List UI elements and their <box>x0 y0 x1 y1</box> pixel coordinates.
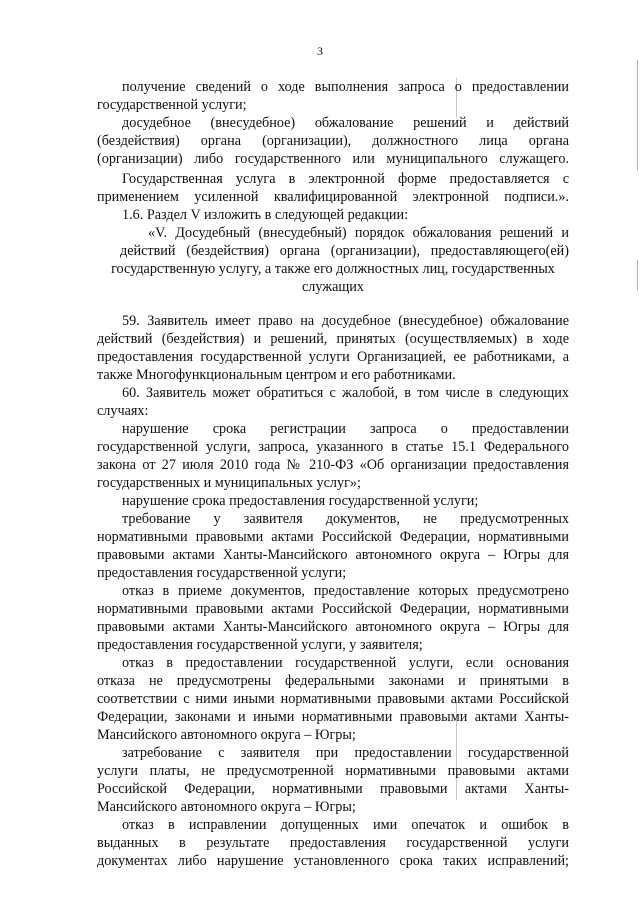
text-line: государственной услуги; <box>97 97 247 113</box>
text-line: документах либо нарушение установленного срока таких исправлений; <box>97 853 569 869</box>
text-line: Российской Федерации, нормативными правовыми актами Ханты- <box>97 781 569 797</box>
text-line: нарушение срока регистрации запроса о предоставлении <box>122 421 569 437</box>
text-line: нормативными правовыми актами Российской Федерации, нормативными <box>97 529 569 545</box>
section-heading-line: «V. Досудебный (внесудебный) порядок обжалования решений и <box>148 225 569 241</box>
text-line: (организации) либо государственного или муниципального служащего. <box>97 151 569 167</box>
text-line: 59. Заявитель имеет право на досудебное (внесудебное) обжалование <box>122 313 569 329</box>
text-line: нормативными правовыми актами Российской Федерации, нормативными <box>97 601 569 617</box>
text-line: также Многофункциональным центром и его работниками. <box>97 367 456 383</box>
page-edge-artifact <box>637 60 638 170</box>
text-line: закона от 27 июля 2010 года № 210-ФЗ «Об организации предоставления <box>97 457 569 473</box>
text-line: досудебное (внесудебное) обжалование решений и действий <box>122 115 569 131</box>
text-line: услуги платы, не предусмотренной нормативными правовыми актами <box>97 763 569 779</box>
text-line: предоставления государственной услуги, у заявителя; <box>97 637 423 653</box>
text-line: действий (бездействия) и решений, принятых (осуществляемых) в ходе <box>97 331 569 347</box>
text-line: отказ в предоставлении государственной услуги, если основания <box>122 655 569 671</box>
text-line: (бездействия) органа (организации), должностного лица органа <box>97 133 569 149</box>
page-number: 3 <box>317 44 323 58</box>
text-line: требование у заявителя документов, не предусмотренных <box>122 511 569 527</box>
text-line: отказ в исправлении допущенных ими опечаток и ошибок в <box>122 817 569 833</box>
text-line: предоставления государственной услуги Организацией, ее работниками, а <box>97 349 569 365</box>
text-line: государственных и муниципальных услуг»; <box>97 475 361 491</box>
section-heading-line: служащих <box>302 279 364 295</box>
text-line: 60. Заявитель может обратиться с жалобой, в том числе в следующих <box>122 385 569 401</box>
text-line: правовыми актами Ханты-Мансийского автономного округа – Югры для <box>97 619 569 635</box>
text-line: затребование с заявителя при предоставлении государственной <box>122 745 569 761</box>
text-line: 1.6. Раздел V изложить в следующей редакции: <box>122 207 409 223</box>
text-line: Государственная услуга в электронной форме предоставляется с <box>122 171 569 187</box>
text-line: соответствии с ними иными нормативными правовыми актами Российской <box>97 691 569 707</box>
section-heading-line: действий (бездействия) органа (организации), предоставляющего(ей) <box>120 243 569 259</box>
text-line: отказ в приеме документов, предоставление которых предусмотрено <box>122 583 569 599</box>
text-line: выданных в результате предоставления государственной услуги <box>97 835 569 851</box>
text-line: применением усиленной квалифицированной электронной подписи.». <box>97 189 569 205</box>
text-line: правовыми актами Ханты-Мансийского автономного округа – Югры для <box>97 547 569 563</box>
text-line: Мансийского автономного округа – Югры; <box>97 799 356 815</box>
text-line: Мансийского автономного округа – Югры; <box>97 727 356 743</box>
text-line: Федерации, законами и иными нормативными правовыми актами Ханты- <box>97 709 569 725</box>
section-heading-line: государственную услугу, а также его должностных лиц, государственных <box>111 261 555 277</box>
text-line: государственной услуги, запроса, указанного в статье 15.1 Федерального <box>97 439 569 455</box>
text-line: случаях: <box>97 403 149 419</box>
text-line: отказа не предусмотрены федеральными законами и принятыми в <box>97 673 569 689</box>
text-line: нарушение срока предоставления государственной услуги; <box>122 493 479 509</box>
page-edge-artifact <box>637 260 638 290</box>
text-line: получение сведений о ходе выполнения запроса о предоставлении <box>122 79 569 95</box>
text-line: предоставления государственной услуги; <box>97 565 347 581</box>
